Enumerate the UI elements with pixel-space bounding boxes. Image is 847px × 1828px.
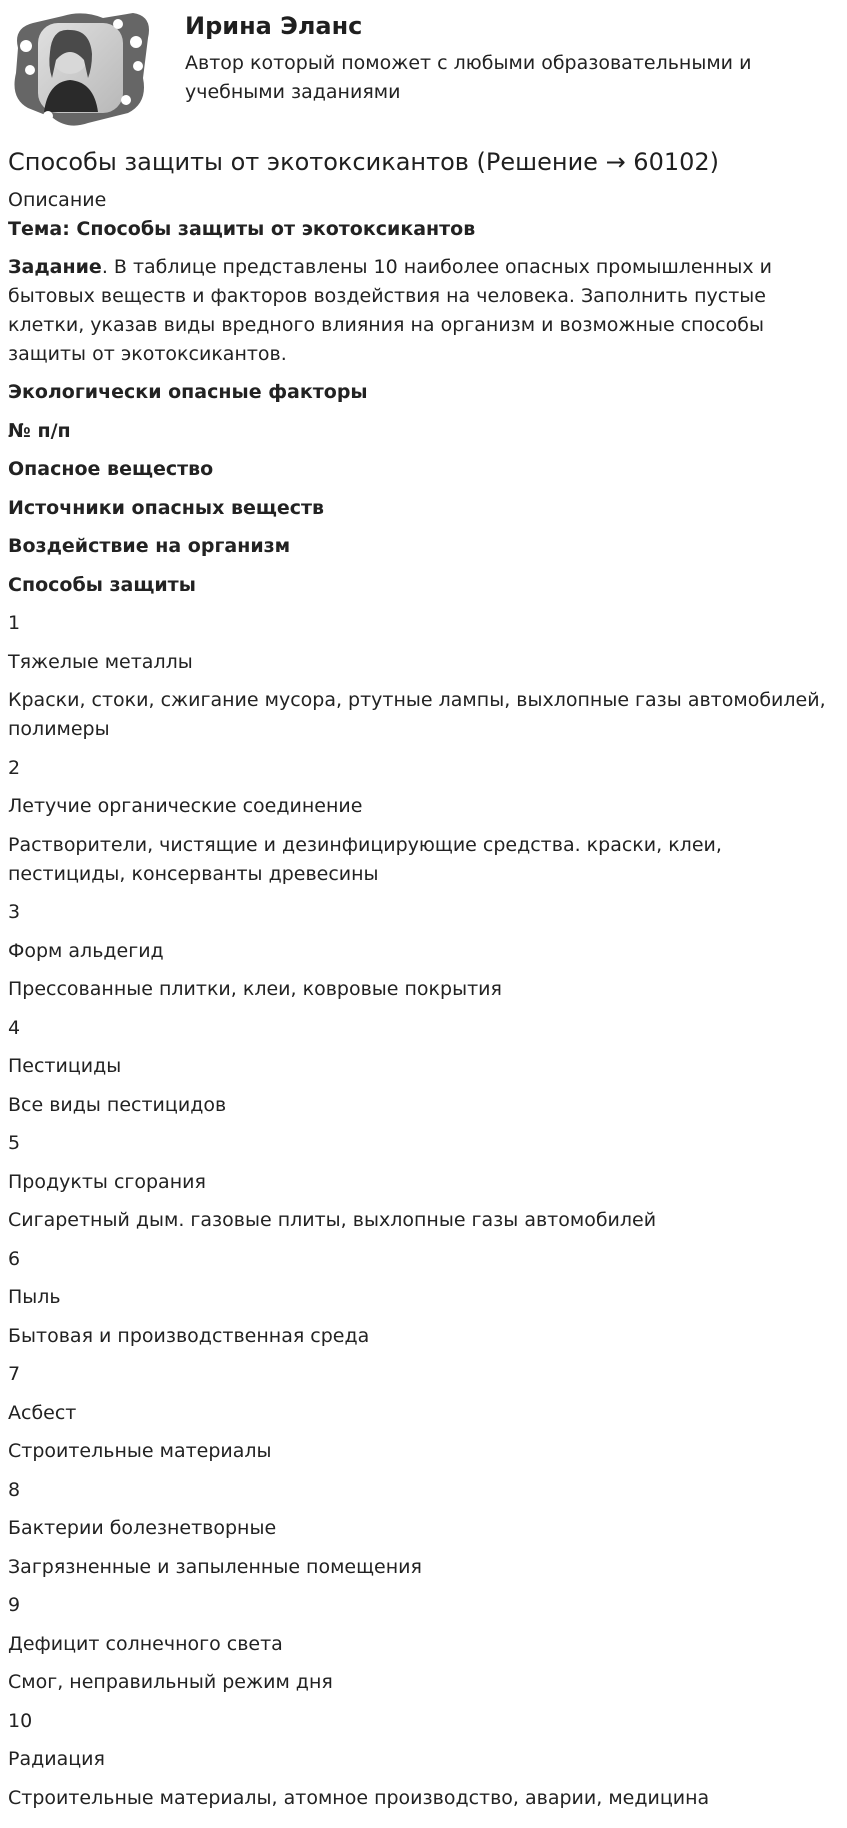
row-sources: Все виды пестицидов bbox=[8, 1093, 227, 1116]
row-num: 2 bbox=[8, 756, 21, 779]
row-sources: Бытовая и производственная среда bbox=[8, 1324, 370, 1347]
row-sources: Загрязненные и запыленные помещения bbox=[8, 1555, 422, 1578]
author-header bbox=[0, 0, 847, 140]
row-num: 6 bbox=[8, 1247, 21, 1270]
row-substance: Асбест bbox=[8, 1401, 77, 1424]
row-sources: Растворители, чистящие и дезинфицирующие средства. краски, клеи, пестициды, консерванты древесины bbox=[8, 833, 722, 885]
row-substance: Пыль bbox=[8, 1286, 61, 1308]
row-num: 10 bbox=[8, 1709, 33, 1732]
row-num: 7 bbox=[8, 1363, 21, 1385]
header-protection: Способы защиты bbox=[8, 573, 196, 596]
row-num: 9 bbox=[8, 1594, 21, 1616]
row-substance: Пестициды bbox=[8, 1055, 122, 1077]
header-substance: Опасное вещество bbox=[8, 458, 214, 480]
row-substance: Форм альдегид bbox=[8, 939, 164, 962]
task-text: . В таблице представлены 10 наиболее опасных промышленных и бытовых веществ и факторов воздействия на человека. Заполнить пустые клетки, указав виды вредного влияния на организм и возможные способы защиты от экотоксикантов. bbox=[8, 256, 773, 365]
author-name[interactable]: Ирина Эланс bbox=[185, 12, 363, 40]
row-sources: Смог, неправильный режим дня bbox=[8, 1671, 333, 1693]
row-substance: Дефицит солнечного света bbox=[8, 1632, 283, 1655]
row-sources: Сигаретный дым. газовые плиты, выхлопные газы автомобилей bbox=[8, 1209, 657, 1231]
header-sources: Источники опасных веществ bbox=[8, 496, 325, 519]
row-substance: Бактерии болезнетворные bbox=[8, 1517, 277, 1539]
row-num: 5 bbox=[8, 1132, 21, 1154]
row-num: 4 bbox=[8, 1016, 21, 1039]
topic: Тема: Способы защиты от экотоксикантов bbox=[8, 218, 476, 240]
header-num: № п/п bbox=[8, 419, 71, 442]
row-sources: Строительные материалы, атомное производство, аварии, медицина bbox=[8, 1786, 710, 1809]
task-label: Задание bbox=[8, 256, 102, 278]
row-substance: Продукты сгорания bbox=[8, 1170, 206, 1193]
description-label: Описание bbox=[8, 189, 107, 211]
author-avatar[interactable] bbox=[8, 8, 153, 128]
document-body bbox=[8, 186, 839, 1822]
row-substance: Радиация bbox=[8, 1748, 105, 1770]
header-effect: Воздействие на организм bbox=[8, 535, 291, 557]
table-rows bbox=[8, 609, 839, 1813]
page-title: Способы защиты от экотоксикантов (Решение → 60102) bbox=[8, 148, 720, 176]
author-description: Автор который поможет с любыми образовательными и учебными заданиями bbox=[185, 52, 752, 103]
row-num: 1 bbox=[8, 612, 21, 634]
row-substance: Тяжелые металлы bbox=[8, 650, 193, 673]
table-title: Экологически опасные факторы bbox=[8, 381, 368, 403]
row-num: 3 bbox=[8, 901, 21, 923]
row-sources: Прессованные плитки, клеи, ковровые покрытия bbox=[8, 978, 502, 1000]
row-substance: Летучие органические соединение bbox=[8, 795, 363, 817]
row-sources: Краски, стоки, сжигание мусора, ртутные лампы, выхлопные газы автомобилей, полимеры bbox=[8, 689, 826, 740]
task-paragraph bbox=[8, 253, 839, 369]
row-num: 8 bbox=[8, 1478, 21, 1501]
row-sources: Строительные материалы bbox=[8, 1440, 272, 1462]
